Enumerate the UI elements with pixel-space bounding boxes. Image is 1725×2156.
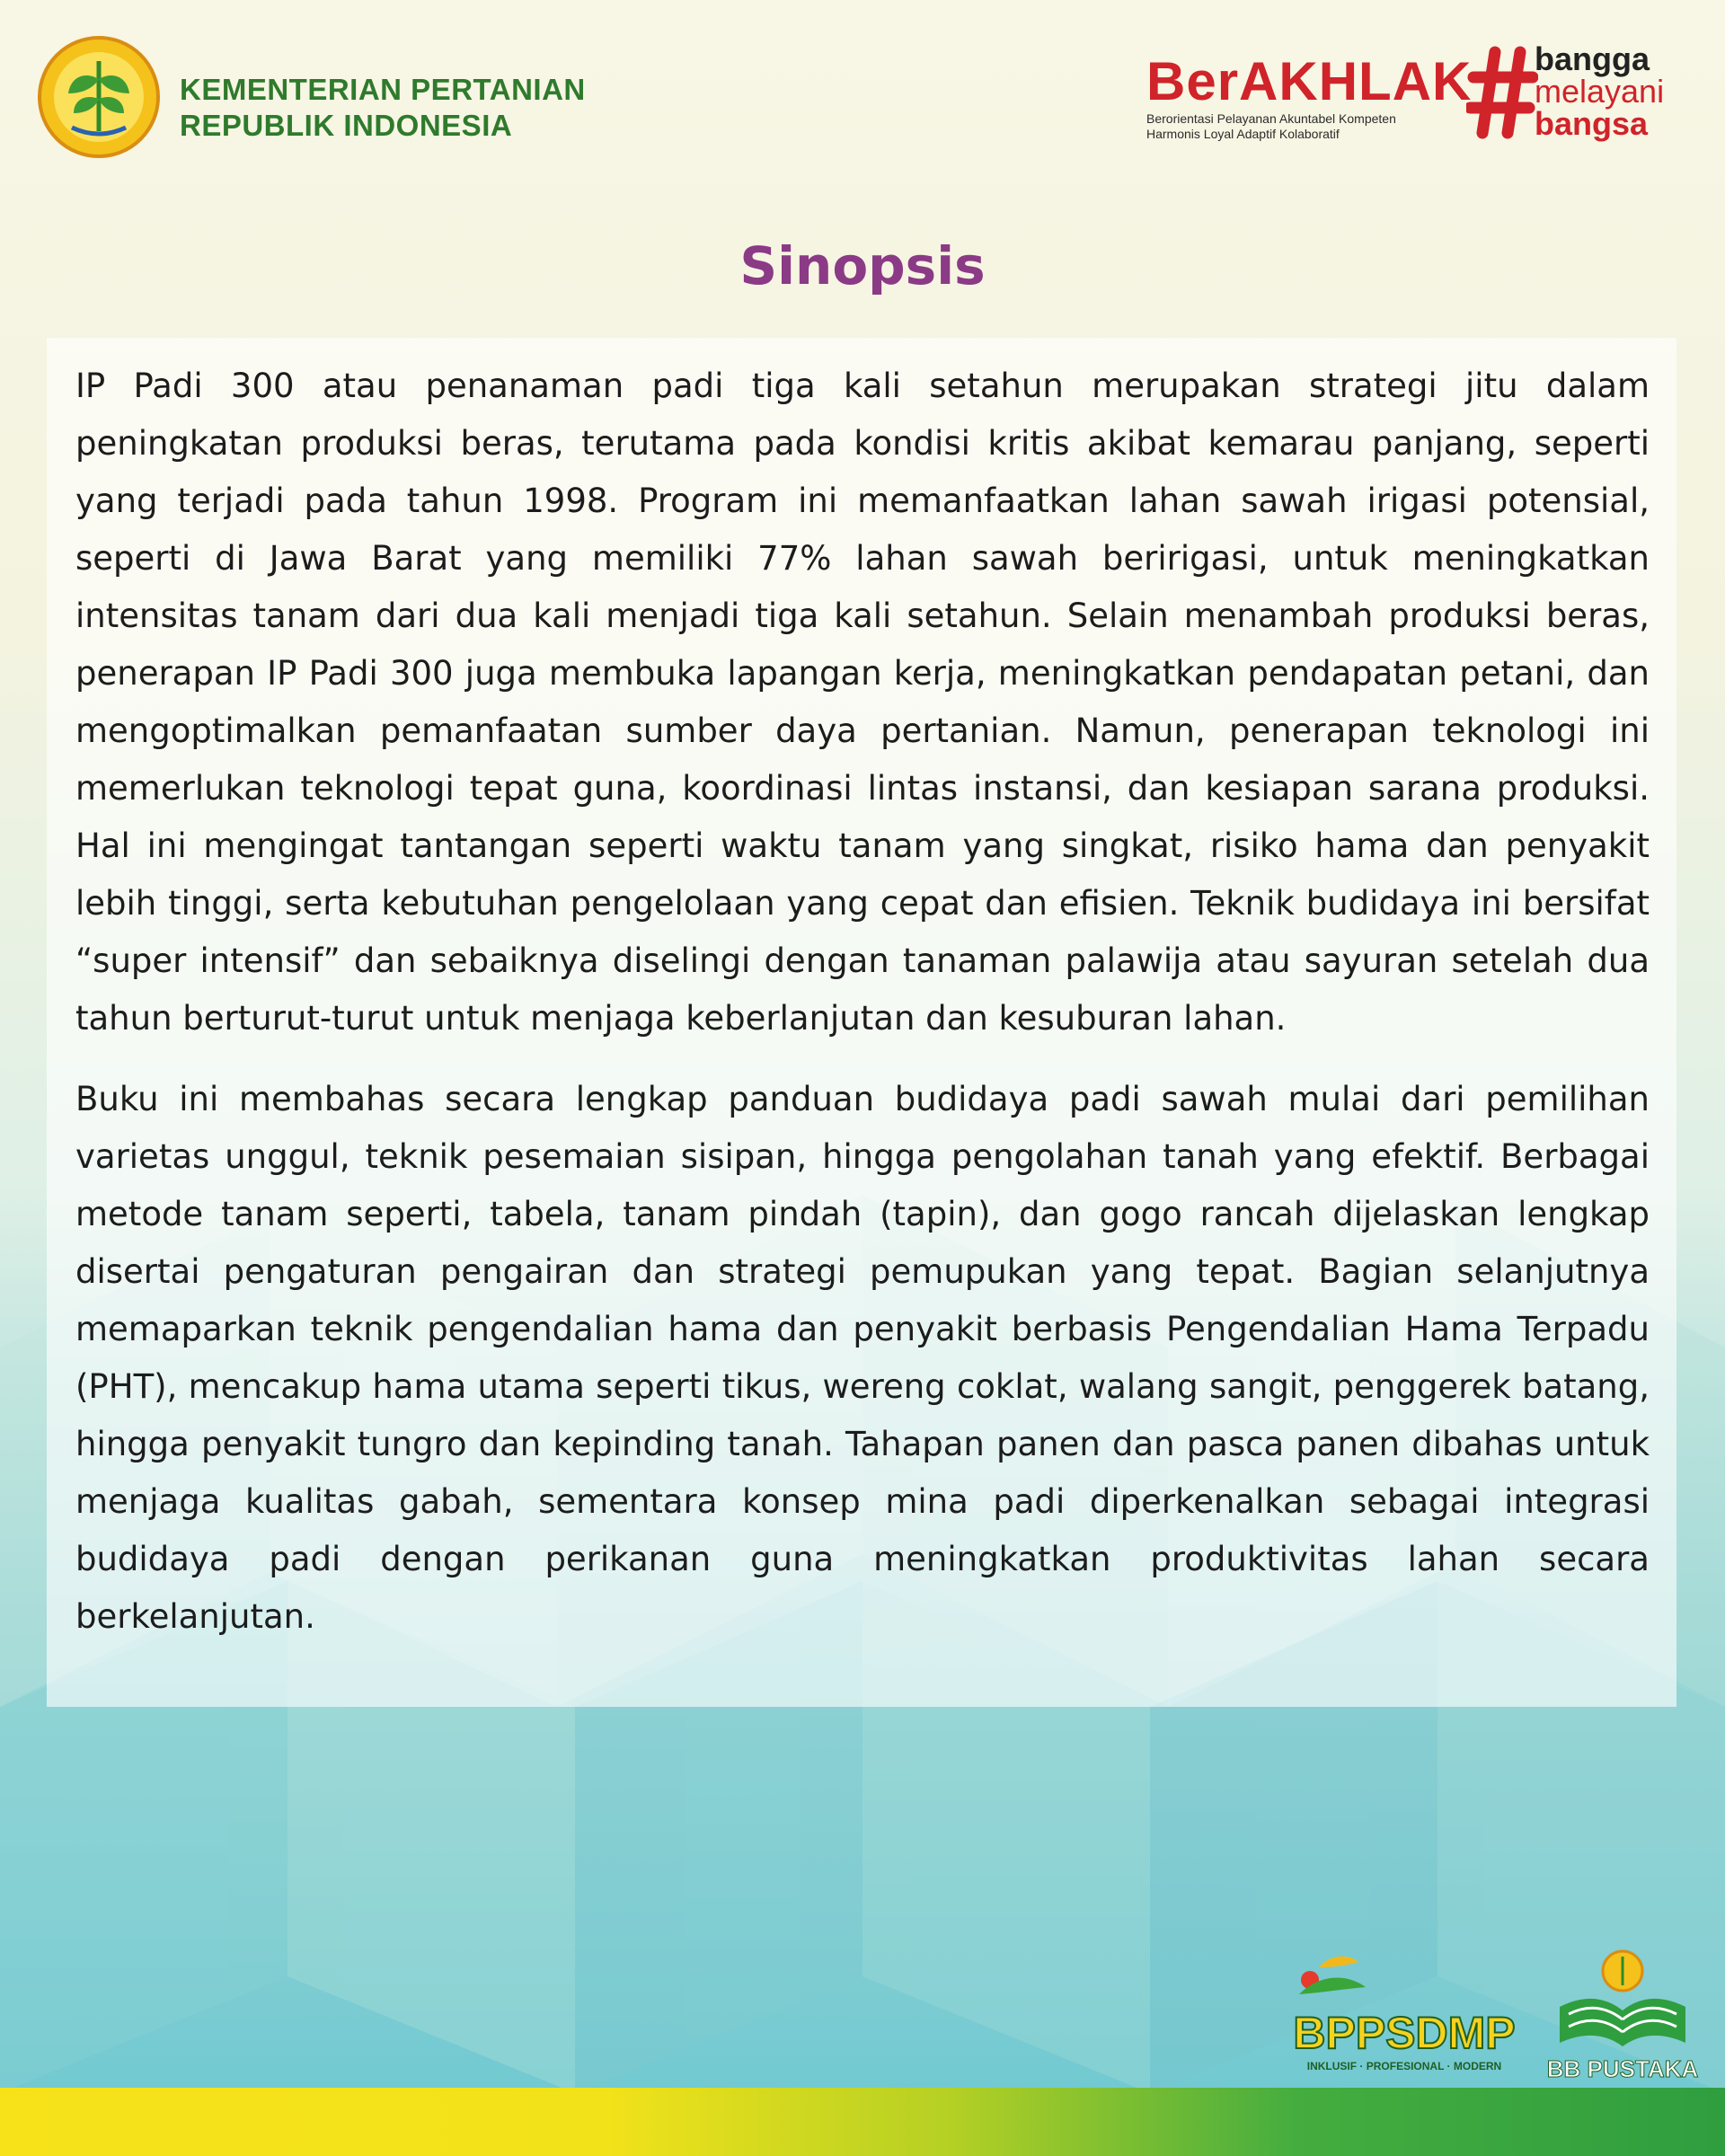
bbpustaka-logo xyxy=(1533,1944,1712,2088)
bppsdmp-logo xyxy=(1283,1948,1526,2082)
synopsis-paragraph-1: IP Padi 300 atau penanaman padi tiga kali setahun merupakan strategi jitu dalam peningkatan produksi beras, terutama pada kondisi kritis akibat kemarau panjang, seperti yang terjadi pada tahun 1998. Program ini memanfaatkan lahan sawah irigasi potensial, seperti di Jawa Barat yang memiliki 77% lahan sawah beririgasi, untuk meningkatkan intensitas tanam dari dua kali menjadi tiga kali setahun. Selain menambah produksi beras, penerapan IP Padi 300 juga membuka lapangan kerja, meningkatkan pendapatan petani, dan mengoptimalkan pemanfaatan sumber daya pertanian. Namun, penerapan teknologi ini memerlukan teknologi tepat guna, koordinasi lintas instansi, dan kesiapan sarana produksi. Hal ini mengingat tantangan seperti waktu tanam yang singkat, risiko hama dan penyakit lebih tinggi, serta kebutuhan pengelolaan yang cepat dan efisien. Teknik budidaya ini bersifat “super intensif” dan sebaiknya diselingi dengan tanaman palawija atau sayuran setelah dua tahun berturut-turut untuk menjaga keberlanjutan dan kesuburan lahan. xyxy=(75,367,1650,1038)
kementan-emblem-icon xyxy=(36,34,162,160)
berakhlak-sub-line1: Berorientasi Pelayanan Akuntabel Kompeten xyxy=(1146,111,1396,126)
hashtag-icon xyxy=(1466,43,1538,142)
tagline xyxy=(1535,40,1665,142)
bppsdmp-tagline: INKLUSIF · PROFESIONAL · MODERN xyxy=(1306,2060,1502,2072)
ministry-line1: KEMENTERIAN PERTANIAN xyxy=(180,73,586,106)
berakhlak-logo xyxy=(1146,51,1473,142)
synopsis-panel xyxy=(47,338,1676,1707)
ministry-line2: REPUBLIK INDONESIA xyxy=(180,109,513,142)
ministry-name xyxy=(180,72,586,144)
tagline-line2: melayani xyxy=(1535,73,1665,110)
berakhlak-word: BerAKHLAK xyxy=(1146,51,1473,111)
tagline-line1: bangga xyxy=(1535,40,1650,77)
header xyxy=(0,0,1725,180)
bottom-color-bar xyxy=(0,2088,1725,2156)
bbpustaka-name: BB PUSTAKA xyxy=(1546,2055,1699,2082)
page-title: Sinopsis xyxy=(739,235,986,296)
bppsdmp-name: BPPSDMP xyxy=(1293,2008,1516,2058)
berakhlak-sub-line2: Harmonis Loyal Adaptif Kolaboratif xyxy=(1146,127,1340,141)
tagline-line3: bangsa xyxy=(1535,105,1649,142)
synopsis-paragraph-2: Buku ini membahas secara lengkap panduan budidaya padi sawah mulai dari pemilihan varietas unggul, teknik pesemaian sisipan, hingga pengolahan tanah yang efektif. Berbagai metode tanam seperti, tabela, tanam pindah (tapin), dan gogo rancah dijelaskan lengkap disertai pengaturan pengairan dan strategi pemupukan yang tepat. Bagian selanjutnya memaparkan teknik pengendalian hama dan penyakit berbasis Pengendalian Hama Terpadu (PHT), mencakup hama utama seperti tikus, wereng coklat, walang sangit, penggerek batang, hingga penyakit tungro dan kepinding tanah. Tahapan panen dan pasca panen dibahas untuk menjaga kualitas gabah, sementara konsep mina padi diperkenalkan sebagai integrasi budidaya padi dengan perikanan guna meningkatkan produktivitas lahan secara berkelanjutan. xyxy=(75,1080,1650,1636)
